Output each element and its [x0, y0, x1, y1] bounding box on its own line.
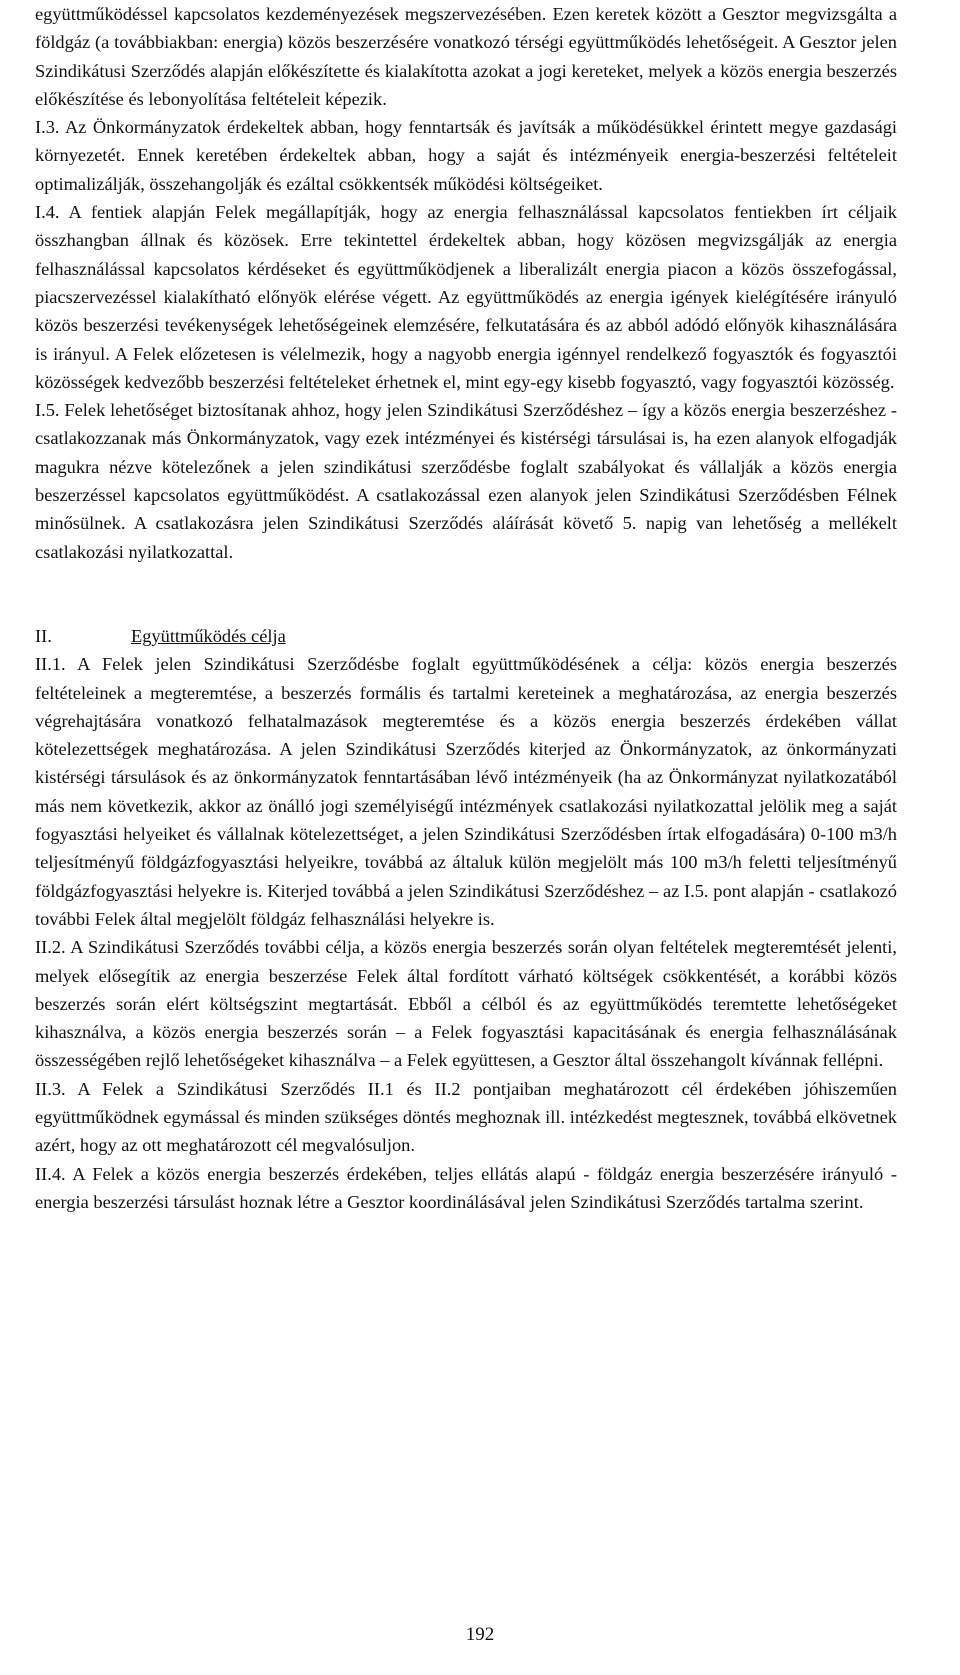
page-number: 192 — [465, 1624, 495, 1645]
section-title: Együttműködés célja — [131, 625, 286, 646]
section-heading — [35, 622, 897, 650]
paragraph-i5: I.5. Felek lehetőséget biztosítanak ahhoz, hogy jelen Szindikátusi Szerződéshez – így a közös energia beszerzéshez - csatlakozzanak más Önkormányzatok, vagy ezek intézményei és kistérségi társulásai is, ha ezen alanyok elfogadják magukra nézve kötelezőnek a jelen szindikátusi szerződésbe foglalt szabályokat és vállalják a közös energia beszerzéssel kapcsolatos együttműködést. A csatlakozással ezen alanyok jelen Szindikátusi Szerződésben Félnek minősülnek. A csatlakozásra jelen Szindikátusi Szerződés aláírását követő 5. napig van lehetőség a mellékelt csatlakozási nyilatkozattal. — [35, 400, 897, 562]
paragraph-ii3: II.3. A Felek a Szindikátusi Szerződés II.1 és II.2 pontjaiban meghatározott cél érdekében jóhiszeműen együttműködnek egymással és minden szükséges döntés meghoznak ill. intézkedést megtesznek, továbbá elkövetnek azért, hogy az ott meghatározott cél megvalósuljon. — [35, 1078, 897, 1156]
section-number: II. — [35, 625, 52, 646]
paragraph-i2-continued: együttműködéssel kapcsolatos kezdeményezések megszervezésében. Ezen keretek között a Gesztor megvizsgálta a földgáz (a továbbiakban: energia) közös beszerzésére vonatkozó térségi együttműködés lehetőségeit. A Gesztor jelen Szindikátusi Szerződés alapján előkészítette és kialakította azokat a jogi kereteket, melyek a közös energia beszerzés előkészítése és lebonyolítása feltételeit képezik. — [35, 4, 897, 109]
paragraph-ii1: II.1. A Felek jelen Szindikátusi Szerződésbe foglalt együttműködésének a célja: közös energia beszerzés feltételeinek a megteremtése, a beszerzés formális és tartalmi kereteinek a meghatározása, az energia beszerzés végrehajtására vonatkozó felhatalmazások megteremtése és a közös energia beszerzés érdekében vállat kötelezettségek meghatározása. A jelen Szindikátusi Szerződés kiterjed az Önkormányzatok, az önkormányzati kistérségi társulások és az önkormányzatok fenntartásában lévő intézményeik (ha az Önkormányzat nyilatkozatából más nem következik, akkor az önálló jogi személyiségű intézmények csatlakozási nyilatkozattal jelölik meg a saját fogyasztási helyeiket és vállalnak kötelezettséget, a jelen Szindikátusi Szerződésben írtak elfogadására) 0-100 m3/h teljesítményű földgázfogyasztási helyeikre, továbbá az általuk külön megjelölt más 100 m3/h feletti teljesítményű földgázfogyasztási helyekre is. Kiterjed továbbá a jelen Szindikátusi Szerződéshez – az I.5. pont alapján - csatlakozó további Felek által megjelölt földgáz felhasználási helyekre is. — [35, 654, 897, 929]
document-page — [35, 0, 897, 1216]
paragraph-ii2: II.2. A Szindikátusi Szerződés további célja, a közös energia beszerzés során olyan feltételek megteremtését jelenti, melyek elősegítik az energia beszerzése Felek által fordított várható költségek csökkentését, a korábbi közös beszerzés során elért költségszint megtartását. Ebből a célból és az együttműködés teremtette lehetőségeket kihasználva, a közös energia beszerzés során – a Felek fogyasztási kapacitásának és energia felhasználásának összességében rejlő lehetőségeket kihasználva – a Felek együttesen, a Gesztor által összehangolt kívánnak fellépni. — [35, 937, 897, 1071]
paragraph-i4: I.4. A fentiek alapján Felek megállapítják, hogy az energia felhasználással kapcsolatos fentiekben írt céljaik összhangban állnak és közösek. Erre tekintettel érdekeltek abban, hogy közösen megvizsgálják az energia felhasználással kapcsolatos kérdéseket és együttműködjenek a liberalizált energia piacon a közös összefogással, piacszervezéssel kialakítható előnyök elérése végett. Az együttműködés az energia igények kielégítésére irányuló közös beszerzési tevékenységek lehetőségeinek elemzésére, felkutatására és az abból adódó előnyök kihasználására is irányul. A Felek előzetesen is vélelmezik, hogy a nagyobb energia igénnyel rendelkező fogyasztók és fogyasztói közösségek kedvezőbb beszerzési feltételeket érhetnek el, mint egy-egy kisebb fogyasztó, vagy fogyasztói közösség. — [35, 202, 897, 392]
section-spacer — [35, 566, 897, 594]
section-spacer — [35, 594, 897, 622]
paragraph-ii4: II.4. A Felek a közös energia beszerzés érdekében, teljes ellátás alapú - földgáz energia beszerzésére irányuló - energia beszerzési társulást hoznak létre a Gesztor koordinálásával jelen Szindikátusi Szerződés tartalma szerint. — [35, 1163, 897, 1212]
paragraph-i3: I.3. Az Önkormányzatok érdekeltek abban, hogy fenntartsák és javítsák a működésükkel érintett megye gazdasági környezetét. Ennek keretében érdekeltek abban, hogy a saját és intézményeik energia-beszerzési feltételeit optimalizálják, összehangolják és ezáltal csökkentsék működési költségeiket. — [35, 117, 897, 194]
